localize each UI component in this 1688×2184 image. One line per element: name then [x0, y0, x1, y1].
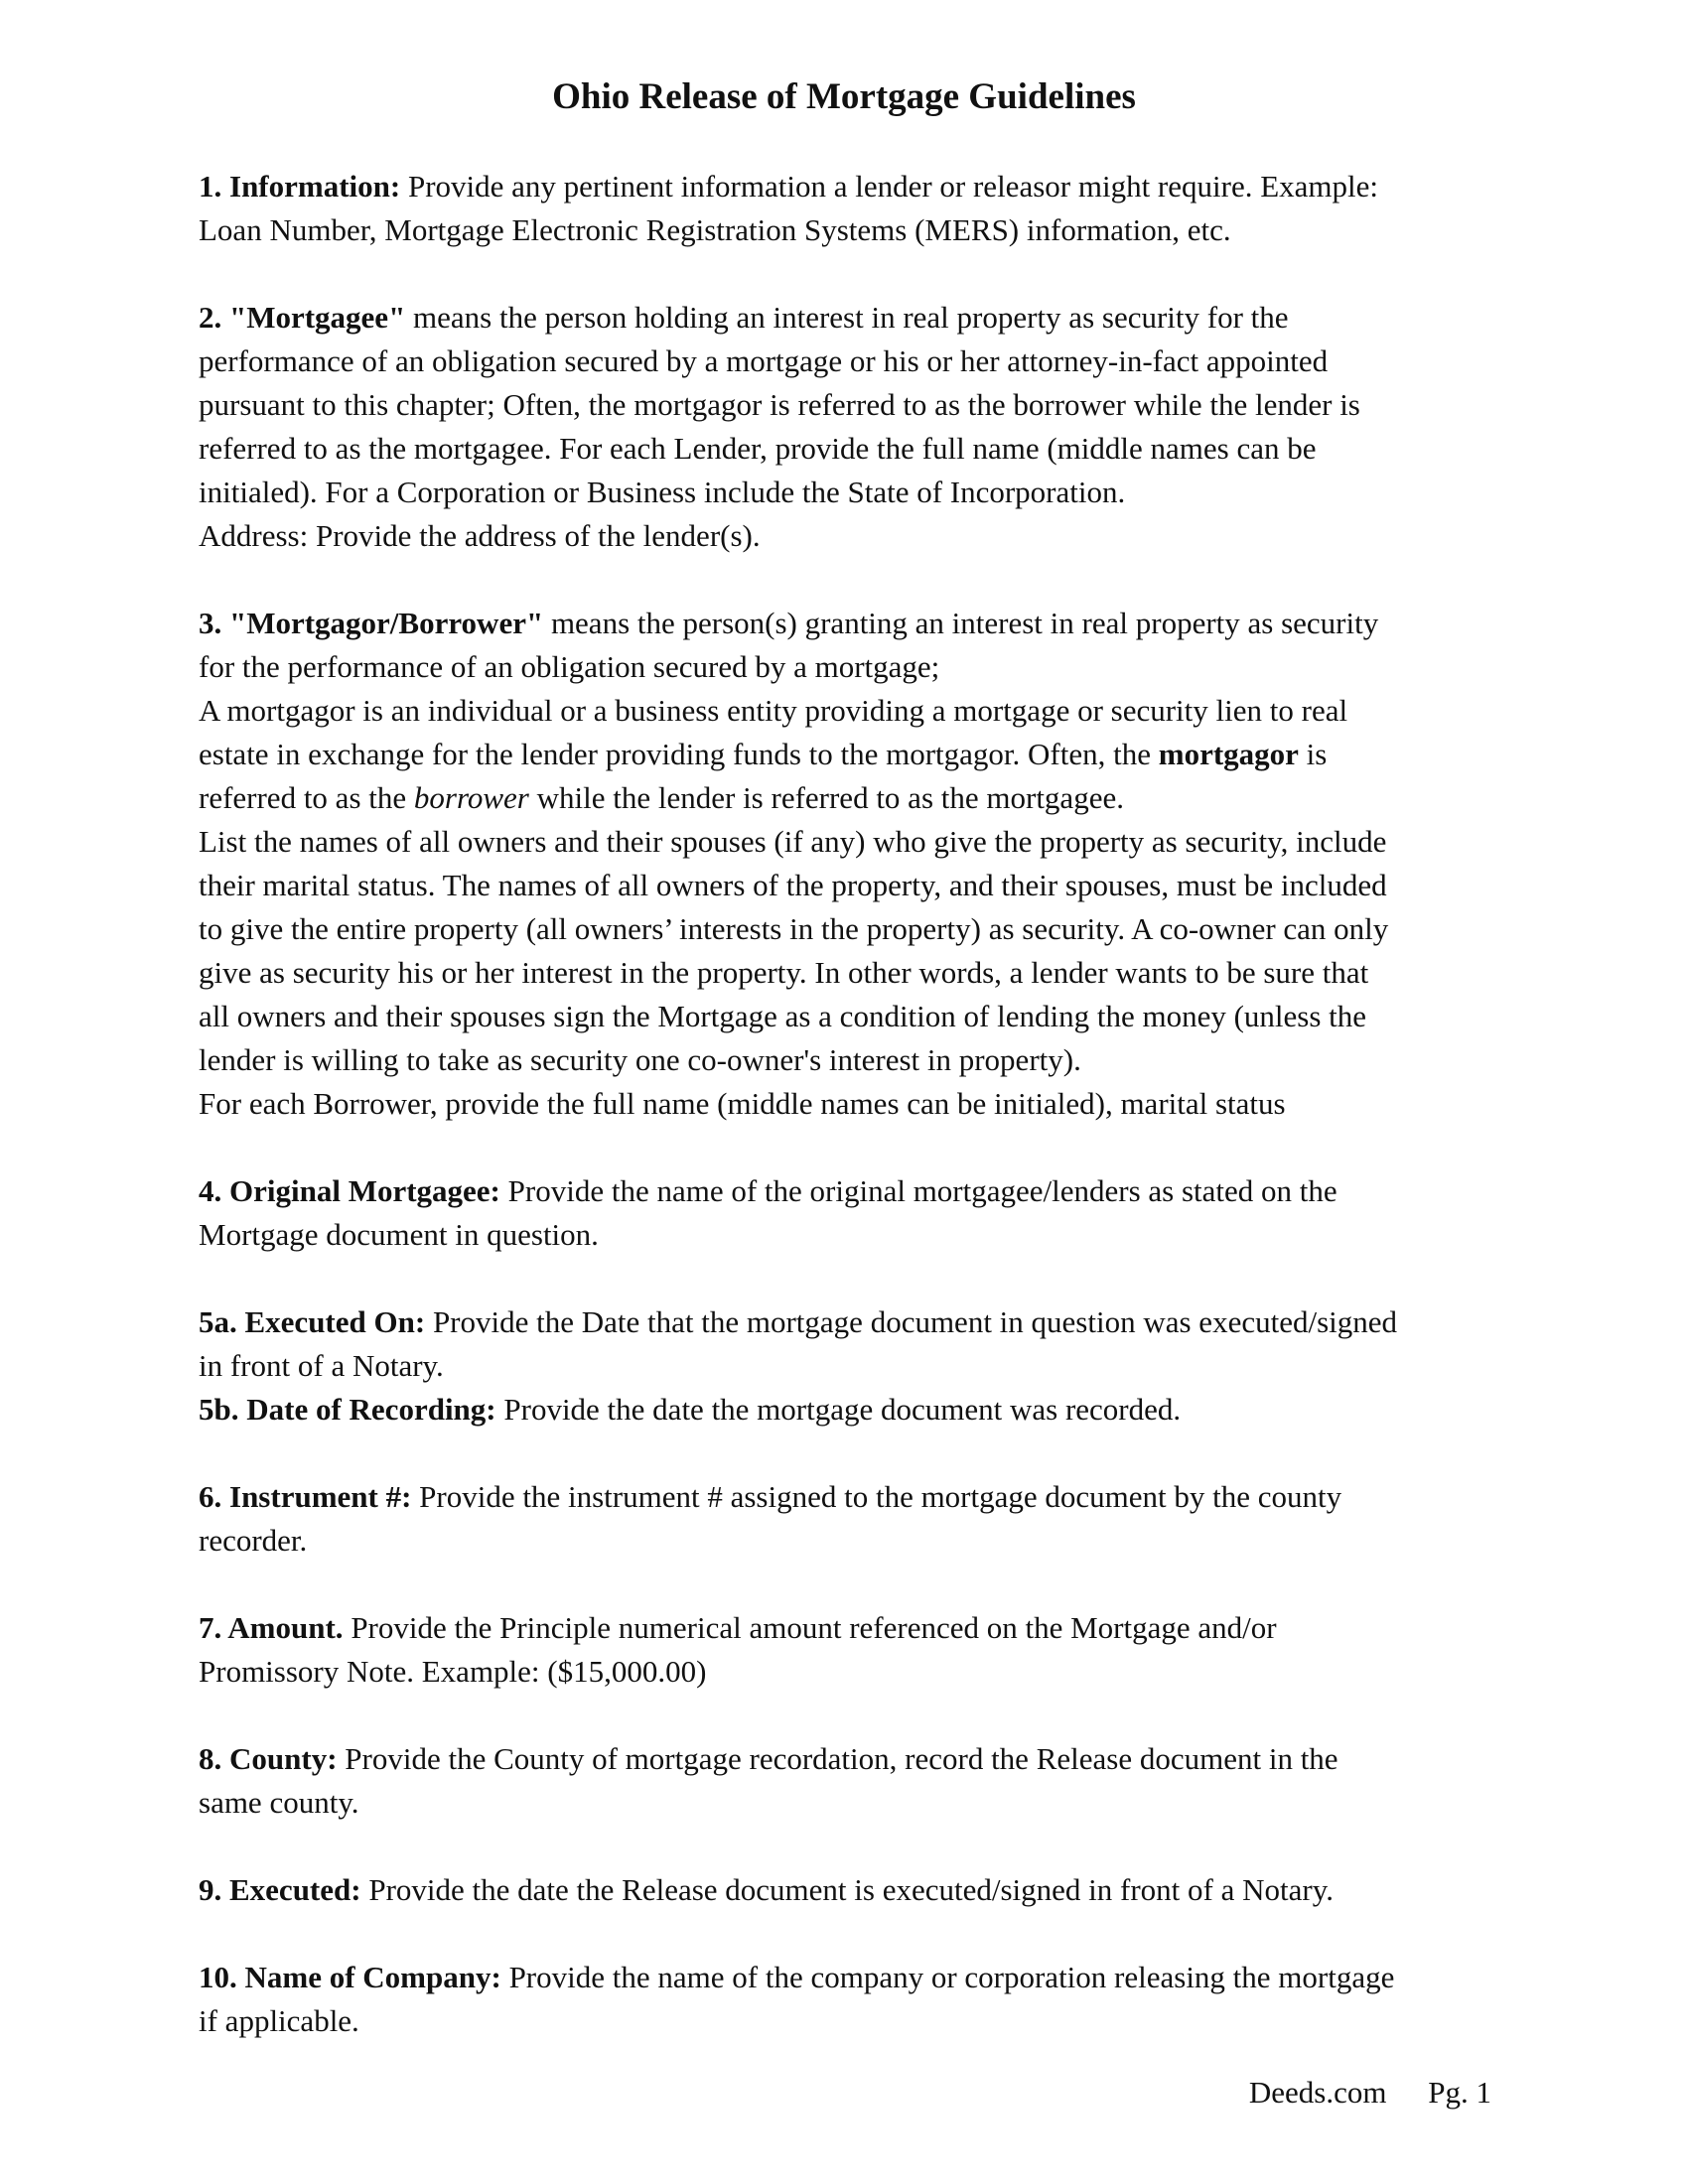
text-line — [199, 1999, 1499, 2043]
emphasis-italic: borrower — [413, 780, 529, 815]
item-text: lender is willing to take as security one co-owner's interest in property). — [199, 1042, 1081, 1077]
text-line — [199, 1956, 1499, 1999]
text-line — [199, 383, 1499, 427]
item-label: 3. "Mortgagor/Borrower" — [199, 606, 544, 640]
item-label: 2. "Mortgagee" — [199, 300, 406, 335]
text-line — [199, 1082, 1499, 1126]
guideline-section — [199, 1606, 1499, 1694]
item-text: List the names of all owners and their spouses (if any) who give the property as security, include — [199, 824, 1387, 859]
item-text-continued: is — [1298, 737, 1328, 771]
text-line — [199, 471, 1499, 514]
guideline-section — [199, 1868, 1499, 1912]
item-text-continued: while the lender is referred to as the mortgagee. — [528, 780, 1124, 815]
guideline-section — [199, 1956, 1499, 2043]
guideline-section — [199, 602, 1499, 1126]
text-line — [199, 514, 1499, 558]
page-footer — [1249, 2071, 1491, 2115]
item-text: Mortgage document in question. — [199, 1217, 599, 1252]
item-text: means the person holding an interest in real property as security for the — [405, 300, 1289, 335]
item-label: 5a. Executed On: — [199, 1304, 426, 1339]
text-line — [199, 907, 1499, 951]
text-line — [199, 689, 1499, 733]
guideline-section — [199, 1169, 1499, 1257]
text-line — [199, 1475, 1499, 1519]
item-text: Provide the name of the original mortgagee/lenders as stated on the — [499, 1173, 1337, 1208]
item-text: Provide any pertinent information a lender or releasor might require. Example: — [400, 169, 1378, 204]
item-text: same county. — [199, 1785, 359, 1820]
item-text: if applicable. — [199, 2003, 359, 2038]
emphasis-bold: mortgagor — [1158, 737, 1299, 771]
item-text: initialed). For a Corporation or Business include the State of Incorporation. — [199, 475, 1126, 509]
text-line — [199, 427, 1499, 471]
text-line — [199, 1213, 1499, 1257]
footer-page-number: Pg. 1 — [1428, 2075, 1491, 2110]
guideline-section — [199, 165, 1499, 252]
guideline-section — [199, 1475, 1499, 1563]
item-label: 1. Information: — [199, 169, 401, 204]
text-line — [199, 1519, 1499, 1563]
text-line — [199, 208, 1499, 252]
item-label: 7. Amount. — [199, 1610, 344, 1645]
text-line — [199, 1868, 1499, 1912]
text-line — [199, 995, 1499, 1038]
item-label: 9. Executed: — [199, 1872, 361, 1907]
item-text: means the person(s) granting an interest in real property as security — [543, 606, 1379, 640]
footer-site: Deeds.com — [1248, 2075, 1387, 2110]
guideline-section — [199, 296, 1499, 558]
text-line — [199, 602, 1499, 645]
guidelines-body — [199, 165, 1499, 2087]
page-title: Ohio Release of Mortgage Guidelines — [552, 76, 1136, 117]
item-text: to give the entire property (all owners’ interests in the property) as security. A co-owner can only — [199, 911, 1389, 946]
item-text: give as security his or her interest in the property. In other words, a lender wants to be sure that — [199, 955, 1369, 990]
item-text: Loan Number, Mortgage Electronic Registration Systems (MERS) information, etc. — [199, 212, 1231, 247]
item-text: recorder. — [199, 1523, 308, 1558]
item-text: Provide the date the Release document is executed/signed in front of a Notary. — [360, 1872, 1334, 1907]
text-line — [199, 864, 1499, 907]
text-line — [199, 645, 1499, 689]
item-text: Provide the name of the company or corporation releasing the mortgage — [500, 1960, 1395, 1994]
text-line — [199, 1300, 1499, 1344]
text-line — [199, 1650, 1499, 1694]
item-text: Provide the Date that the mortgage document in question was executed/signed — [425, 1304, 1398, 1339]
item-text: all owners and their spouses sign the Mortgage as a condition of lending the money (unless the — [199, 999, 1367, 1033]
text-line — [199, 733, 1499, 776]
guideline-section — [199, 1737, 1499, 1825]
item-text: referred to as the mortgagee. For each Lender, provide the full name (middle names can be — [199, 431, 1317, 466]
text-line — [199, 1388, 1499, 1432]
text-line — [199, 1038, 1499, 1082]
item-text: pursuant to this chapter; Often, the mortgagor is referred to as the borrower while the lender is — [199, 387, 1360, 422]
item-label: 4. Original Mortgagee: — [199, 1173, 500, 1208]
item-text: in front of a Notary. — [199, 1348, 444, 1383]
item-text: Provide the County of mortgage recordation, record the Release document in the — [337, 1741, 1338, 1776]
text-line — [199, 776, 1499, 820]
text-line — [199, 1169, 1499, 1213]
text-line — [199, 1737, 1499, 1781]
item-text: Address: Provide the address of the lender(s). — [199, 518, 761, 553]
item-text: their marital status. The names of all owners of the property, and their spouses, must be included — [199, 868, 1387, 902]
text-line — [199, 951, 1499, 995]
item-text: estate in exchange for the lender providing funds to the mortgagor. Often, the — [199, 737, 1159, 771]
item-text: For each Borrower, provide the full name (middle names can be initialed), marital status — [199, 1086, 1286, 1121]
item-text: performance of an obligation secured by a mortgage or his or her attorney-in-fact appointed — [199, 343, 1329, 378]
item-label: 8. County: — [199, 1741, 338, 1776]
item-label: 10. Name of Company: — [199, 1960, 501, 1994]
text-line — [199, 165, 1499, 208]
item-text: Provide the Principle numerical amount referenced on the Mortgage and/or — [343, 1610, 1277, 1645]
item-label: 5b. Date of Recording: — [199, 1392, 496, 1427]
item-text: Promissory Note. Example: ($15,000.00) — [199, 1654, 707, 1689]
text-line — [199, 820, 1499, 864]
item-text: Provide the date the mortgage document was recorded. — [495, 1392, 1182, 1427]
text-line — [199, 1781, 1499, 1825]
item-text: A mortgagor is an individual or a business entity providing a mortgage or security lien to real — [199, 693, 1348, 728]
text-line — [199, 340, 1499, 383]
item-text: Provide the instrument # assigned to the mortgage document by the county — [411, 1479, 1342, 1514]
item-text: referred to as the — [199, 780, 414, 815]
guideline-section — [199, 1300, 1499, 1432]
text-line — [199, 1606, 1499, 1650]
text-line — [199, 1344, 1499, 1388]
item-label: 6. Instrument #: — [199, 1479, 412, 1514]
text-line — [199, 296, 1499, 340]
item-text: for the performance of an obligation secured by a mortgage; — [199, 649, 940, 684]
